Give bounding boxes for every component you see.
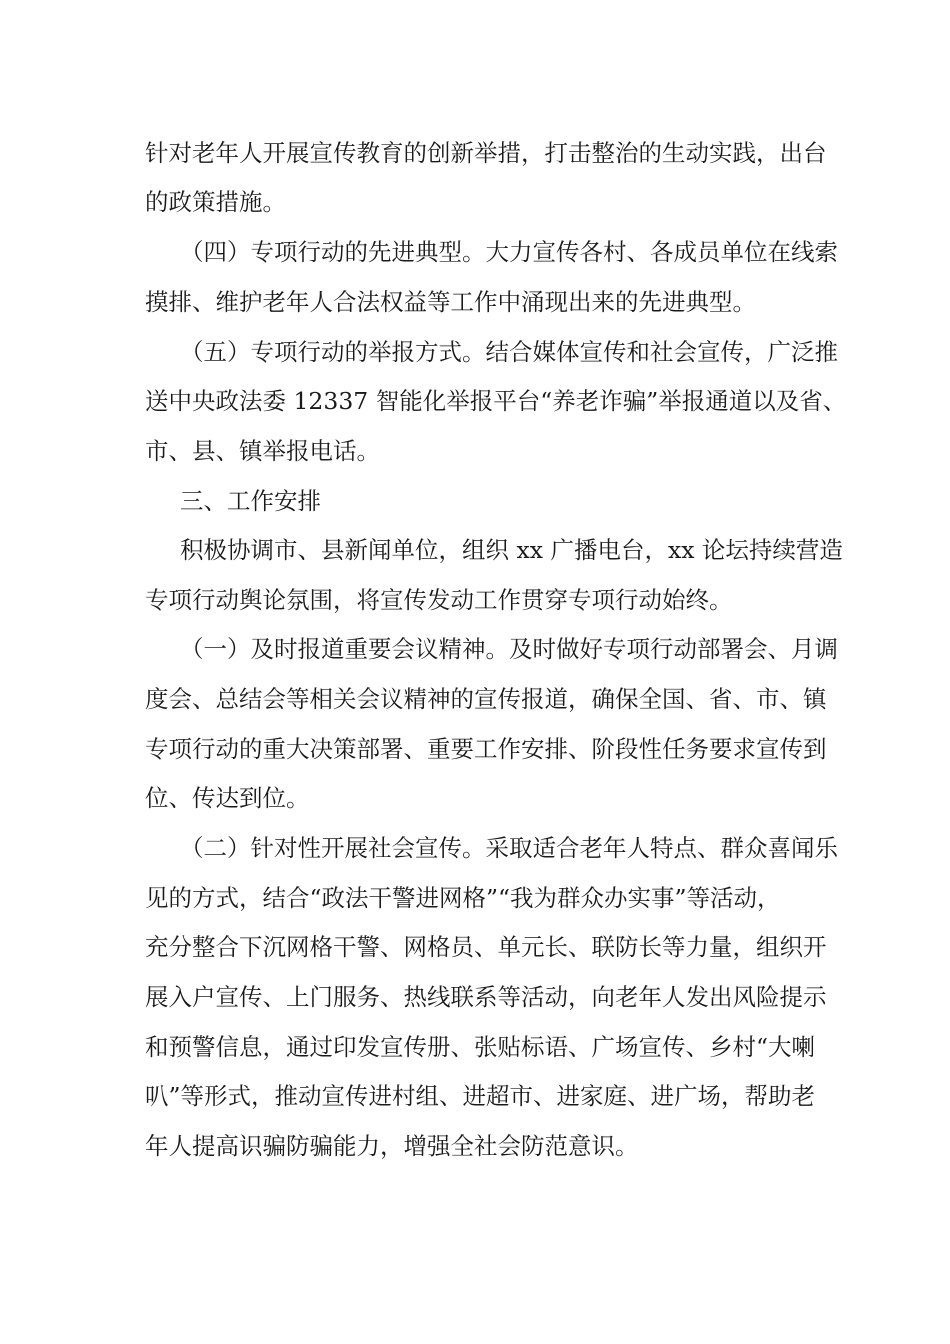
text-line: 见的方式，结合“政法干警进网格”“我为群众办实事”等活动，: [145, 884, 781, 912]
text-line: 展入户宣传、上门服务、热线联系等活动，向老年人发出风险提示: [145, 983, 827, 1011]
text-line: 充分整合下沉网格干警、网格员、单元长、联防长等力量，组织开: [145, 933, 827, 961]
text-line: （四）专项行动的先进典型。大力宣传各村、各成员单位在线索: [180, 238, 838, 266]
text-line: 的政策措施。: [145, 188, 286, 216]
text-line: 市、县、镇举报电话。: [145, 437, 380, 465]
text-line: 和预警信息，通过印发宣传册、张贴标语、广场宣传、乡村“大喇: [145, 1033, 816, 1061]
text-line: 叭”等形式，推动宣传进村组、进超市、进家庭、进广场，帮助老: [145, 1082, 816, 1110]
text-line: 积极协调市、县新闻单位，组织 xx 广播电台，xx 论坛持续营造: [180, 536, 843, 564]
text-line: （二）针对性开展社会宣传。采取适合老年人特点、群众喜闻乐: [180, 834, 838, 862]
text-line: 度会、总结会等相关会议精神的宣传报道，确保全国、省、市、镇: [145, 685, 827, 713]
text-line: （五）专项行动的举报方式。结合媒体宣传和社会宣传，广泛推: [180, 338, 838, 366]
text-line: 摸排、维护老年人合法权益等工作中涌现出来的先进典型。: [145, 288, 756, 316]
text-line: 专项行动的重大决策部署、重要工作安排、阶段性任务要求宣传到: [145, 735, 827, 763]
text-line: 送中央政法委 12337 智能化举报平台“养老诈骗”举报通道以及省、: [145, 387, 847, 415]
text-line: 年人提高识骗防骗能力，增强全社会防范意识。: [145, 1132, 639, 1160]
section-heading: 三、工作安排: [180, 487, 321, 515]
text-line: 针对老年人开展宣传教育的创新举措，打击整治的生动实践，出台: [145, 139, 827, 167]
text-line: 专项行动舆论氛围，将宣传发动工作贯穿专项行动始终。: [145, 586, 733, 614]
text-line: 位、传达到位。: [145, 784, 310, 812]
text-line: （一）及时报道重要会议精神。及时做好专项行动部署会、月调: [180, 635, 838, 663]
